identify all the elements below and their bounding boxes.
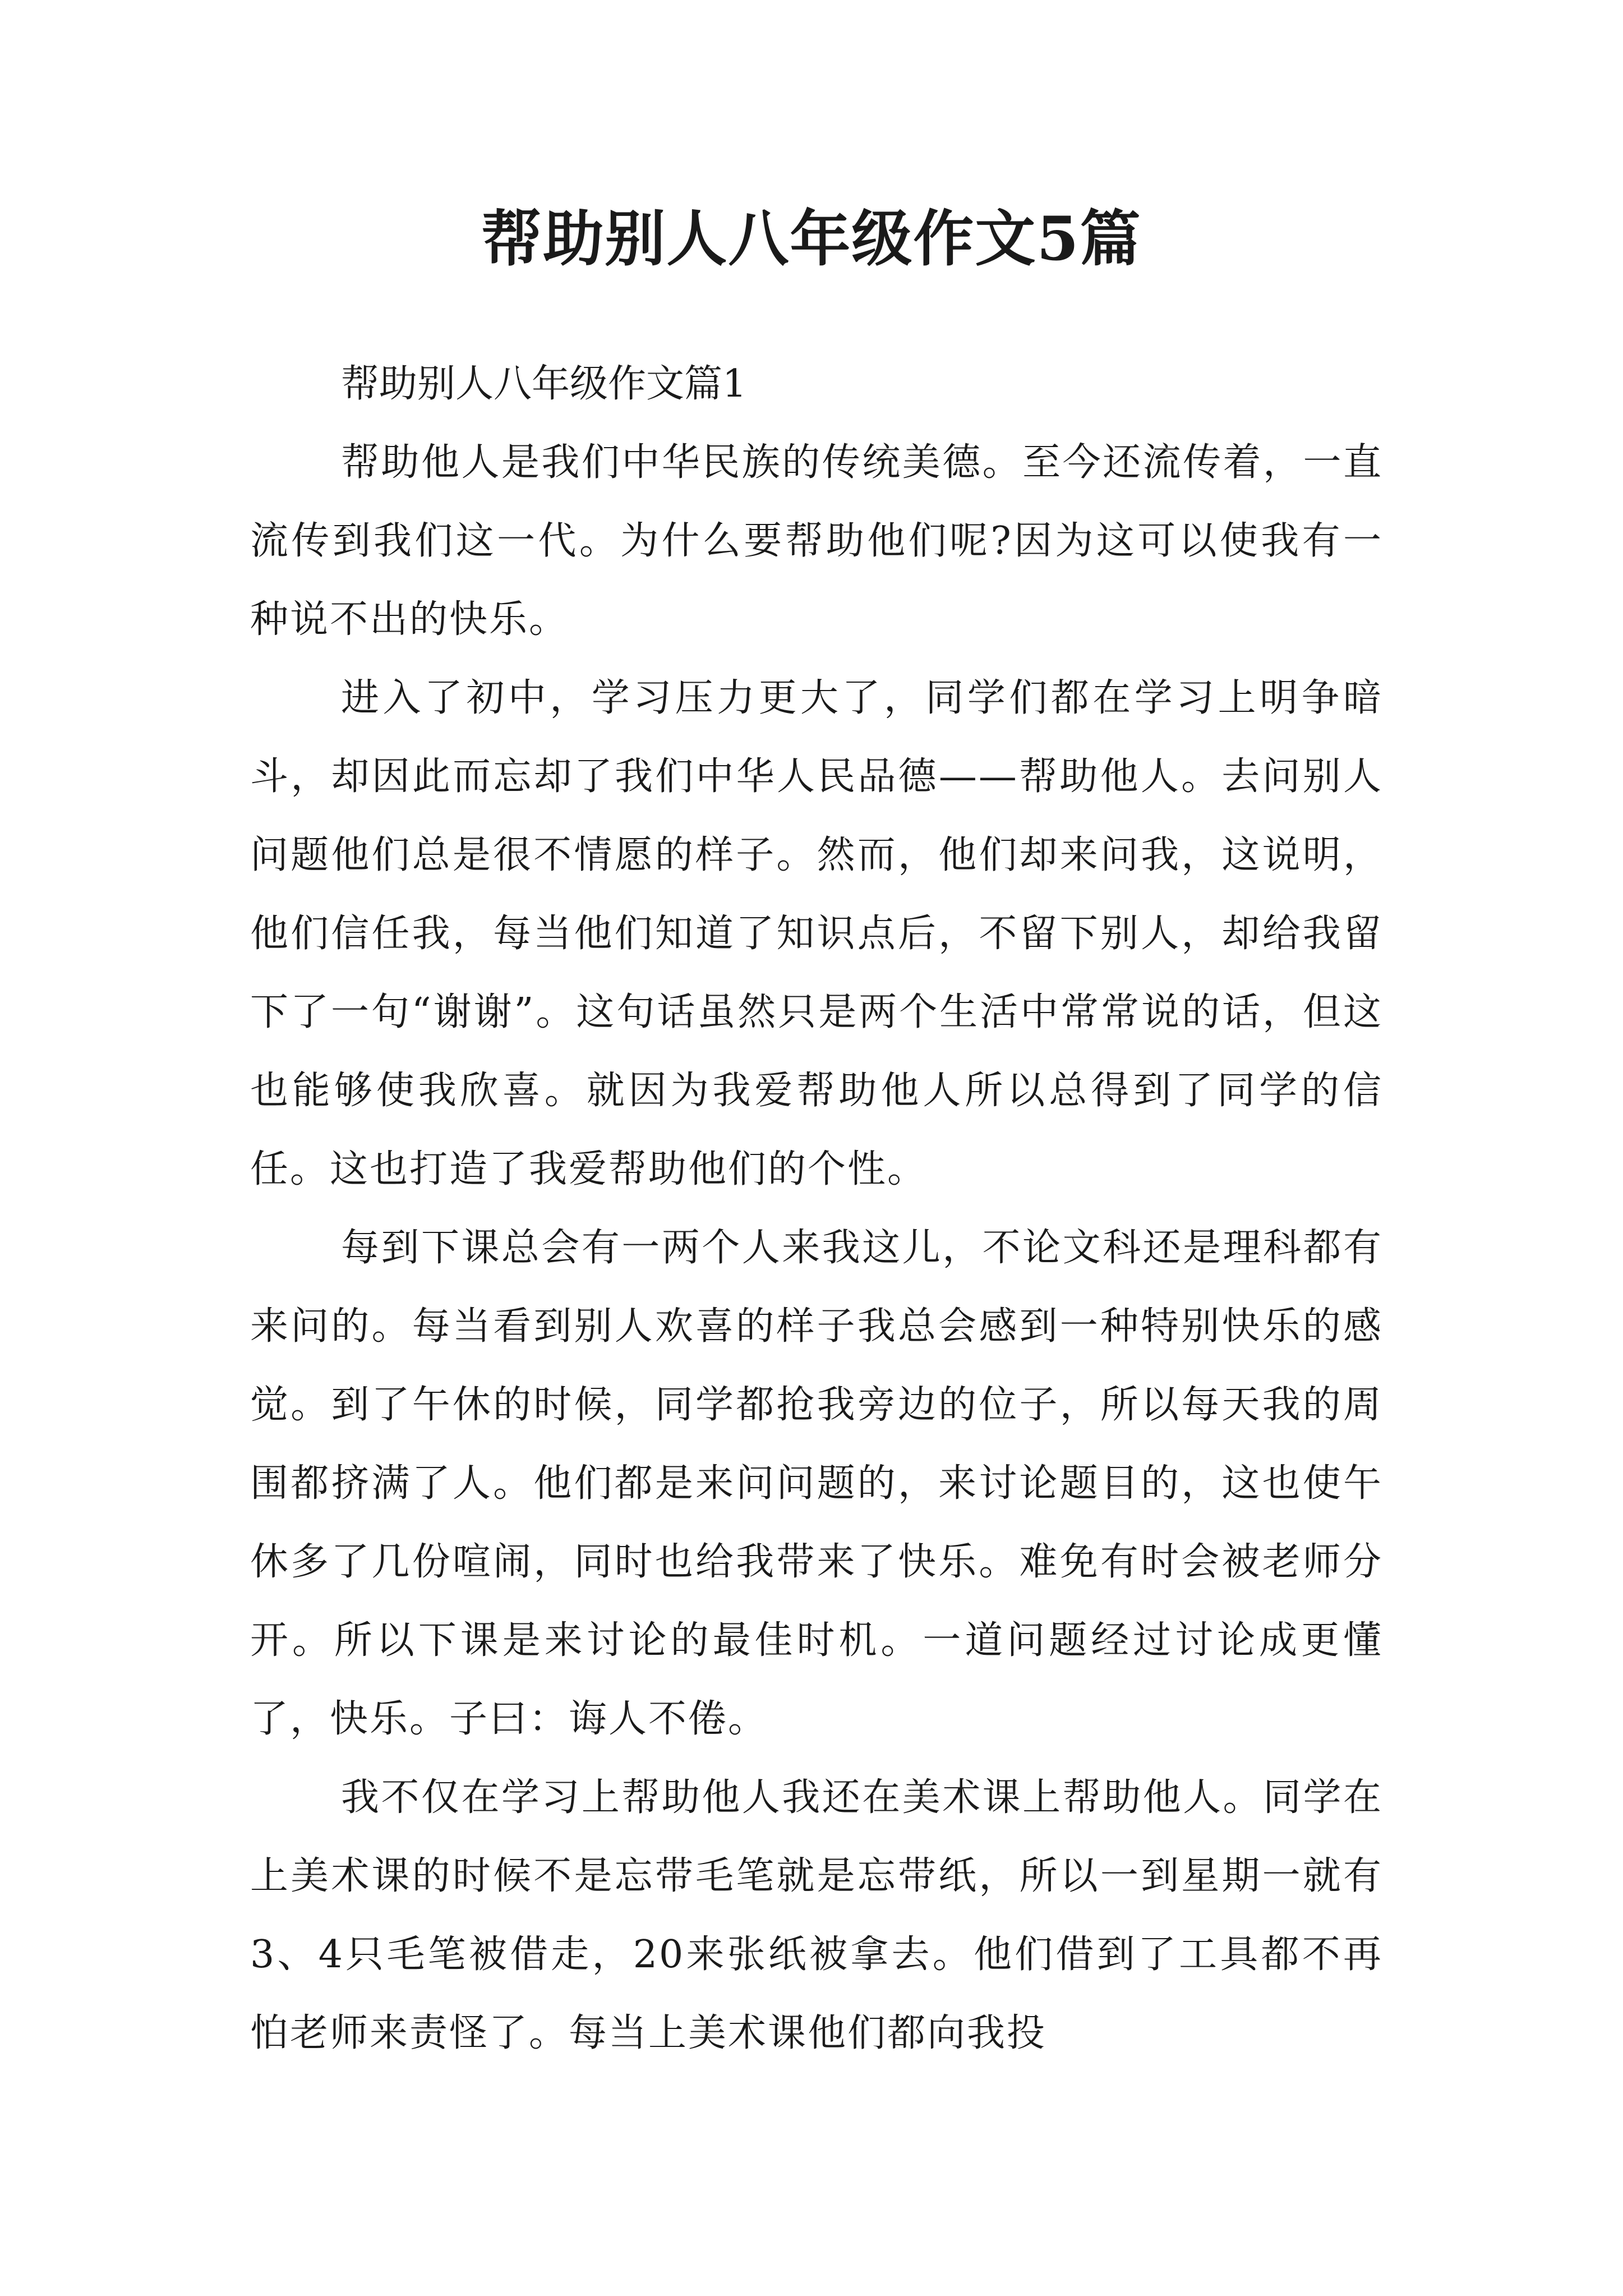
paragraph-4: 我不仅在学习上帮助他人我还在美术课上帮助他人。同学在上美术课的时候不是忘带毛笔就是忘带纸，所以一到星期一就有3、4只毛笔被借走，20来张纸被拿去。他们借到了工具都不再怕老师来责怪了。每当上美术课他们都向我投 [250, 1775, 1383, 2055]
paragraph-1: 帮助他人是我们中华民族的传统美德。至今还流传着，一直流传到我们这一代。为什么要帮助他们呢?因为这可以使我有一种说不出的快乐。 [250, 440, 1383, 642]
paragraph-3: 每到下课总会有一两个人来我这儿，不论文科还是理科都有来问的。每当看到别人欢喜的样子我总会感到一种特别快乐的感觉。到了午休的时候，同学都抢我旁边的位子，所以每天我的周围都挤满了人。他们都是来问问题的，来讨论题目的，这也使午休多了几份喧闹，同时也给我带来了快乐。难免有时会被老师分开。所以下课是来讨论的最佳时机。一道问题经过讨论成更懂了，快乐。子曰：诲人不倦。 [250, 1226, 1383, 1741]
section-heading: 帮助别人八年级作文篇1 [341, 362, 747, 406]
paragraph-2: 进入了初中，学习压力更大了，同学们都在学习上明争暗斗，却因此而忘却了我们中华人民品德——帮助他人。去问别人问题他们总是很不情愿的样子。然而，他们却来问我，这说明，他们信任我，每当他们知道了知识点后，不留下别人，却给我留下了一句“谢谢”。这句话虽然只是两个生活中常常说的话，但这也能够使我欣喜。就因为我爱帮助他人所以总得到了同学的信任。这也打造了我爱帮助他们的个性。 [250, 676, 1383, 1191]
document-body [250, 345, 1383, 2073]
document-title: 帮助别人八年级作文5篇 [481, 204, 1142, 274]
